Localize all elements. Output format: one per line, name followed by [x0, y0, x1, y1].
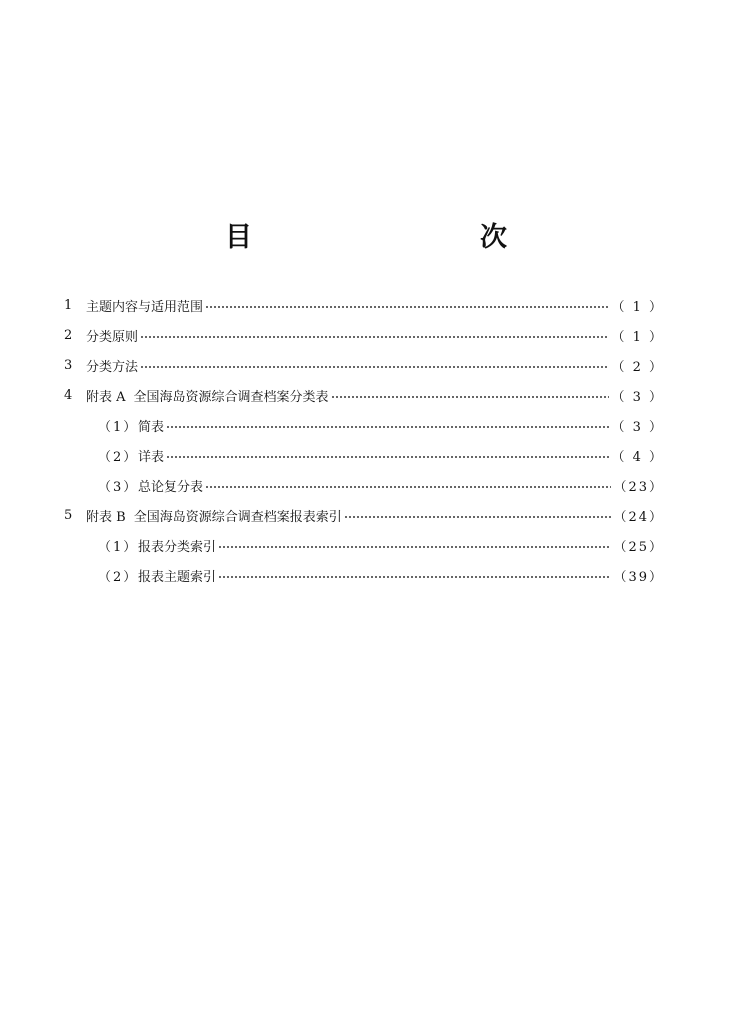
- toc-number: 4: [64, 387, 73, 403]
- toc-page-number: （ 1 ）: [611, 329, 664, 345]
- toc-page-number: （ 3 ）: [611, 419, 664, 435]
- toc-entry-5-1[interactable]: [64, 530, 664, 560]
- toc-number: 5: [64, 507, 73, 523]
- toc-page-number: （25）: [613, 539, 664, 555]
- dot-leader: [218, 546, 611, 548]
- toc-sub-number: （2）: [98, 569, 139, 585]
- toc-entry-2[interactable]: [64, 320, 664, 350]
- toc-page-number: （23）: [613, 479, 664, 495]
- dot-leader: [140, 366, 609, 368]
- toc-page-number: （39）: [613, 569, 664, 585]
- dot-leader: [166, 456, 609, 458]
- toc-number: 2: [64, 327, 73, 343]
- toc-page-number: （ 3 ）: [611, 389, 664, 405]
- toc-title: 报表分类索引: [138, 539, 217, 555]
- toc-page-number: （24）: [613, 509, 664, 525]
- dot-leader: [166, 426, 609, 428]
- toc-page-number: （ 2 ）: [611, 359, 664, 375]
- toc-page-number: （ 4 ）: [611, 449, 664, 465]
- toc-sub-number: （2）: [98, 449, 139, 465]
- toc-entry-5[interactable]: [64, 500, 664, 530]
- dot-leader: [140, 336, 609, 338]
- toc-number: 3: [64, 357, 73, 373]
- toc-entry-1[interactable]: [64, 290, 664, 320]
- toc-sub-number: （3）: [98, 479, 139, 495]
- toc-entry-4-3[interactable]: [64, 470, 664, 500]
- toc-entry-4-1[interactable]: [64, 410, 664, 440]
- toc-page-number: （ 1 ）: [611, 299, 664, 315]
- toc-title: 主题内容与适用范围: [86, 299, 204, 315]
- toc-title: 全国海岛资源综合调查档案分类表: [133, 389, 329, 405]
- dot-leader: [344, 516, 612, 518]
- toc-title: 分类原则: [86, 329, 139, 345]
- dot-leader: [331, 396, 610, 398]
- toc-title: 详表: [138, 449, 165, 465]
- dot-leader: [205, 486, 611, 488]
- toc-title: 分类方法: [86, 359, 139, 375]
- table-of-contents: [64, 290, 664, 590]
- dot-leader: [218, 576, 611, 578]
- toc-title: 简表: [138, 419, 165, 435]
- toc-title: 报表主题索引: [138, 569, 217, 585]
- toc-number: 1: [64, 297, 73, 313]
- toc-entry-4[interactable]: [64, 380, 664, 410]
- dot-leader: [205, 306, 609, 308]
- toc-entry-4-2[interactable]: [64, 440, 664, 470]
- toc-sub-number: （1）: [98, 539, 139, 555]
- toc-appendix-label: 附表 A: [86, 389, 126, 405]
- toc-entry-5-2[interactable]: [64, 560, 664, 590]
- toc-appendix-label: 附表 B: [86, 509, 126, 525]
- toc-entry-3[interactable]: [64, 350, 664, 380]
- page-title: 目 次: [225, 222, 565, 253]
- toc-title: 全国海岛资源综合调查档案报表索引: [133, 509, 342, 525]
- toc-title: 总论复分表: [138, 479, 204, 495]
- toc-sub-number: （1）: [98, 419, 139, 435]
